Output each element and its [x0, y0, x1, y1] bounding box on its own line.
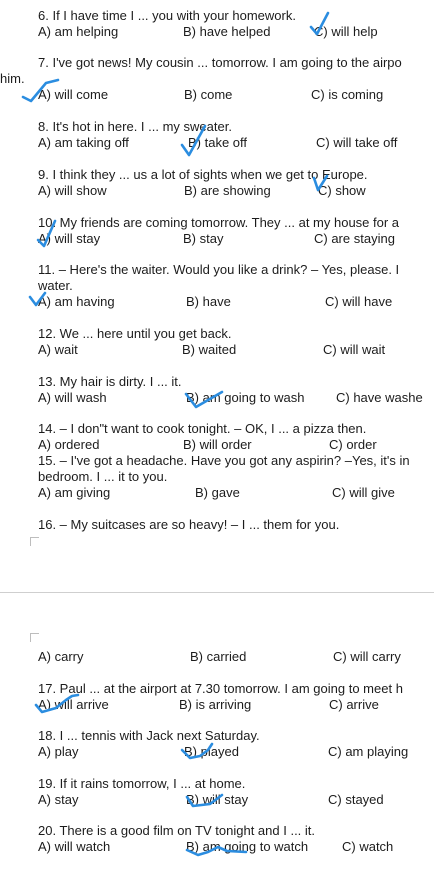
question-stem-continued: water.: [38, 278, 73, 293]
question-8: [38, 119, 434, 151]
option-a[interactable]: A) carry: [38, 649, 84, 664]
option-a[interactable]: A) am taking off: [38, 135, 129, 150]
option-a[interactable]: A) will stay: [38, 231, 101, 246]
option-b[interactable]: B) gave: [195, 485, 240, 500]
option-c[interactable]: C) watch: [342, 839, 394, 854]
answer-options: [38, 744, 434, 760]
question-stem: 13. My hair is dirty. I ... it.: [38, 374, 182, 389]
answer-options: [38, 135, 434, 151]
option-a[interactable]: A) will watch: [38, 839, 111, 854]
question-stem: 7. I've got news! My cousin ... tomorrow. I am going to the airpo: [38, 55, 402, 70]
option-b[interactable]: B) come: [184, 87, 233, 102]
question-16: [38, 517, 434, 533]
option-c[interactable]: C) stayed: [328, 792, 384, 807]
option-c[interactable]: C) will take off: [316, 135, 398, 150]
option-c[interactable]: C) is coming: [311, 87, 384, 102]
option-b[interactable]: B) am going to wash: [186, 390, 305, 405]
question-stem: 19. If it rains tomorrow, I ... at home.: [38, 776, 246, 791]
option-b[interactable]: B) are showing: [184, 183, 271, 198]
option-a[interactable]: A) am giving: [38, 485, 111, 500]
option-b[interactable]: B) am going to watch: [186, 839, 309, 854]
option-c[interactable]: C) will carry: [333, 649, 401, 664]
answer-options: [38, 183, 434, 199]
option-a[interactable]: A) ordered: [38, 437, 100, 452]
question-stem: 11. – Here's the waiter. Would you like a drink? – Yes, please. I: [38, 262, 400, 277]
option-b[interactable]: B) take off: [188, 135, 248, 150]
answer-options: [38, 792, 434, 808]
question-stem-continued: bedroom. I ... it to you.: [38, 469, 168, 484]
answer-options: [38, 24, 434, 40]
option-c[interactable]: C) will help: [314, 24, 378, 39]
question-stem-continued: him.: [0, 71, 25, 86]
option-a[interactable]: A) will wash: [38, 390, 107, 405]
question-stem: 8. It's hot in here. I ... my sweater.: [38, 119, 232, 134]
question-13: [38, 374, 434, 406]
option-b[interactable]: B) will order: [183, 437, 252, 452]
question-stem: 17. Paul ... at the airport at 7.30 tomorrow. I am going to meet h: [38, 681, 403, 696]
answer-options: [38, 87, 434, 103]
option-c[interactable]: C) have washe: [336, 390, 423, 405]
option-a[interactable]: A) will show: [38, 183, 107, 198]
worksheet-page-bottom: [0, 593, 434, 880]
answer-options: [38, 231, 434, 247]
option-c[interactable]: C) are staying: [314, 231, 395, 246]
question-stem: 15. – I've got a headache. Have you got any aspirin? –Yes, it's in: [38, 453, 410, 468]
option-b[interactable]: B) is arriving: [179, 697, 252, 712]
option-c[interactable]: C) will give: [332, 485, 395, 500]
question-20: [38, 823, 434, 855]
option-b[interactable]: B) waited: [182, 342, 237, 357]
option-c[interactable]: C) am playing: [328, 744, 409, 759]
option-a[interactable]: A) am helping: [38, 24, 119, 39]
option-b[interactable]: B) stay: [183, 231, 224, 246]
option-a[interactable]: A) will arrive: [38, 697, 109, 712]
crop-corner-icon: [30, 537, 39, 546]
question-6: [38, 8, 434, 40]
question-stem: 16. – My suitcases are so heavy! – I ... them for you.: [38, 517, 340, 532]
question-9: [38, 167, 434, 199]
option-b[interactable]: B) played: [184, 744, 239, 759]
crop-corner-icon: [30, 633, 39, 642]
option-a[interactable]: A) stay: [38, 792, 79, 807]
question-17: [38, 681, 434, 713]
question-11: [38, 262, 434, 310]
question-16-options: [38, 649, 434, 665]
option-b[interactable]: B) carried: [190, 649, 247, 664]
question-10: [38, 215, 434, 247]
option-b[interactable]: B) have: [186, 294, 231, 309]
answer-options: [38, 697, 434, 713]
option-c[interactable]: C) will have: [325, 294, 393, 309]
answer-options: [38, 437, 434, 453]
answer-options: [38, 294, 434, 310]
question-stem: 14. – I don"t want to cook tonight. – OK, I ... a pizza then.: [38, 421, 367, 436]
question-stem: 20. There is a good film on TV tonight and I ... it.: [38, 823, 316, 838]
option-a[interactable]: A) play: [38, 744, 79, 759]
option-c[interactable]: C) arrive: [329, 697, 379, 712]
answer-options: [38, 839, 434, 855]
question-12: [38, 326, 434, 358]
question-14: [38, 421, 434, 453]
question-stem: 6. If I have time I ... you with your homework.: [38, 8, 296, 23]
option-c[interactable]: C) order: [329, 437, 377, 452]
option-c[interactable]: C) show: [318, 183, 366, 198]
answer-options: [38, 390, 434, 406]
option-b[interactable]: B) have helped: [183, 24, 271, 39]
answer-options: [38, 649, 434, 665]
answer-options: [38, 342, 434, 358]
question-stem: 12. We ... here until you get back.: [38, 326, 232, 341]
question-18: [38, 728, 434, 760]
question-stem: 18. I ... tennis with Jack next Saturday.: [38, 728, 260, 743]
option-a[interactable]: A) am having: [38, 294, 115, 309]
option-a[interactable]: A) wait: [38, 342, 78, 357]
question-stem: 10. My friends are coming tomorrow. They ... at my house for a: [38, 215, 400, 230]
question-7: [0, 55, 434, 103]
question-stem: 9. I think they ... us a lot of sights when we get to Europe.: [38, 167, 368, 182]
option-c[interactable]: C) will wait: [323, 342, 386, 357]
question-19: [38, 776, 434, 808]
option-a[interactable]: A) will come: [38, 87, 109, 102]
answer-options: [38, 485, 434, 501]
option-b[interactable]: B) will stay: [186, 792, 249, 807]
question-15: [38, 453, 434, 501]
